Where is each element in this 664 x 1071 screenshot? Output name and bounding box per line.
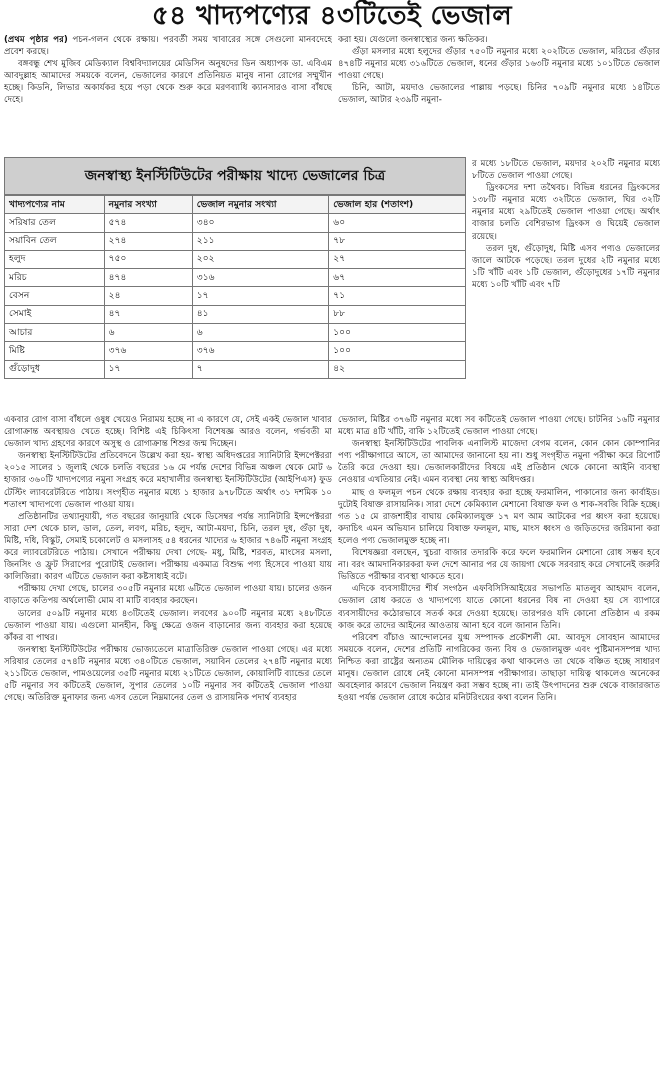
right-middle-column	[472, 158, 660, 410]
table-row	[5, 360, 466, 378]
paragraph: জনস্বাস্থ্য ইনস্টিটিউটের প্রতিবেদনে উল্লেখ করা হয়- স্বাস্থ্য অধিদপ্তরের স্যানিটারি ইন্সপেক্টররা ২০১৫ সালের ১ জুলাই থেকে চলতি বছরের ১৬ মে পর্যন্ত দেশের বিভিন্ন অঞ্চল থেকে মোট ৬ হাজার ৩৬০টি খাদ্যপণ্যের নমুনা সংগ্রহ করে মহাখালীর জনস্বাস্থ্য ইনস্টিটিউটের (আইপিএস) ফুড টেস্টিং ল্যাবরেটরিতে পাঠায়। সংগৃহীত নমুনার মধ্যে ১ হাজার ৯৭৮টিতে অর্থাৎ ৩১ দশমিক ১০ শতাংশ খাদ্যপণ্যে ভেজাল পাওয়া যায়।	[4, 451, 332, 510]
table-cell: ২৪	[104, 287, 192, 305]
table-cell: ২০২	[192, 250, 329, 268]
paragraph: ভেজাল, মিষ্টির ৩৭৬টি নমুনার মধ্যে সব কটিতেই ভেজাল পাওয়া গেছে। চাটনির ১৬টি নমুনার মধ্যে মাত্র ৪টি খাঁটি, বাকি ১২টিতেই ভেজাল পাওয়া গেছে।	[338, 415, 660, 438]
table-cell: ১০০	[329, 324, 466, 342]
paragraph: করা হয়। যেগুলো জনস্বাস্থ্যের জন্য ক্ষতিকর।	[338, 35, 488, 45]
table-cell: ৬	[104, 324, 192, 342]
table-cell: সরিষার তেল	[5, 214, 105, 232]
headline: ৫৪ খাদ্যপণ্যের ৪৩টিতেই ভেজাল	[151, 1, 513, 31]
table-row	[5, 250, 466, 268]
table-cell: ৪৭৪	[104, 269, 192, 287]
paragraph: একবার রোগ বাসা বাঁধলে ওষুধ খেয়েও নিরাময় হচ্ছে না এ কারণে যে, সেই একই ভেজাল খাবার রোগাক্রান্ত অবস্থায়ও খেতে হচ্ছে। বিশিষ্ট এই চিকিৎসা বিশেষজ্ঞ আরও বলেন, গর্ভবতী মা ভেজাল খাদ্য গ্রহণের কারণে অসুস্থ ও রোগাক্রান্ত শিশুর জন্ম দিচ্ছেন।	[4, 415, 332, 450]
table-row	[5, 214, 466, 232]
column-header: ভেজাল নমুনার সংখ্যা	[192, 196, 329, 214]
paragraph: বঙ্গবন্ধু শেখ মুজিব মেডিক্যাল বিশ্ববিদ্যালয়ের মেডিসিন অনুষদের ডিন অধ্যাপক ডা. এবিএম আবদুল্লাহ আমাদের সময়কে বলেন, ভেজালের কারণে প্রতিনিয়ত মানুষ নানা রোগের সম্মুখীন হচ্ছে। কিডনি, লিভার অকার্যকর হয়ে পড়া থেকে শুরু করে মরণব্যাধি ক্যানসারও বাসা বাঁধছে দেহে।	[4, 59, 332, 106]
continued-label: (প্রথম পৃষ্ঠার পর)	[4, 35, 68, 45]
paragraph: জনস্বাস্থ্য ইনস্টিটিউটের পাবলিক এনালিস্ট মাজেদা বেগম বলেন, কোন কোন কোম্পানির পণ্য পরীক্ষাগারে আসে, তা আমাদের জানানো হয় না। শুধু সংগৃহীত নমুনা পরীক্ষা করে রিপোর্ট তৈরি করে দেওয়া হয়। ভেজালকারীদের বিষয়ে এই প্রতিষ্ঠান থেকে কোনো আইনি ব্যবস্থা নেওয়ার এখতিয়ার নেই। এমন ব্যবস্থা নেয় স্বাস্থ্য অধিদপ্তর।	[338, 439, 660, 486]
table-cell: হলুদ	[5, 250, 105, 268]
paragraph: এদিকে ব্যবসায়ীদের শীর্ষ সংগঠন এফবিসিসিআইয়ের সভাপতি মাতলুব আহমাদ বলেন, ভেজাল রোধ করতে ও খাদ্যপণ্যে যাতে কোনো ধরনের বিষ না দেওয়া হয় সে ব্যাপারে ব্যবসায়ীদের কঠোরভাবে সতর্ক করে দেওয়া হয়েছে। তারপরও যদি কোনো প্রতিষ্ঠান এ রকম কাজ করে তাদের আইনের আওতায় আনা হবে বলে জানান তিনি।	[338, 584, 660, 631]
paragraph: প্রতিষ্ঠানটির তথ্যানুযায়ী, গত বছরের জানুয়ারি থেকে ডিসেম্বর পর্যন্ত স্যানিটারি ইন্সপেক্টররা সারা দেশ থেকে চাল, ডাল, তেল, লবণ, মরিচ, হলুদ, আটা-ময়দা, চিনি, তরল দুধ, গুঁড়া দুধ, মিষ্টি, দধি, বিস্কুট, সেমাই চকোলেট ও মসলাসহ ৫৪ ধরনের খাদ্যের ৬ হাজার ৭৪৬টি নমুনা সংগ্রহ করে ল্যাবরেটরিতে পাঠায়। সেখানে পরীক্ষায় দেখা গেছে- মধু, মিষ্টি, শরবত, মাংসের মসলা, জিনসিং ও ফ্রুট সিরাপের পুরোটাই ভেজাল। পরীক্ষায় একমাত্র বিশুদ্ধ পণ্য হিসেবে পাওয়া যায় কালিজিরা। কারণ এটিতে ভেজাল করা কষ্টসাধ্যই বটে।	[4, 511, 332, 583]
table-cell: ৩৭৬	[192, 342, 329, 360]
column-header: নমুনার সংখ্যা	[104, 196, 192, 214]
table-cell: ২৭৪	[104, 232, 192, 250]
table-cell: ৩১৬	[192, 269, 329, 287]
table-cell: ৪৭	[104, 305, 192, 323]
table-cell: ৬	[192, 324, 329, 342]
table-cell: ১৭	[192, 287, 329, 305]
table-row	[5, 232, 466, 250]
column-header: খাদ্যপণ্যের নাম	[5, 196, 105, 214]
table-cell: ১০০	[329, 342, 466, 360]
table-row	[5, 269, 466, 287]
left-top-column	[4, 34, 332, 156]
paragraph: (প্রথম পৃষ্ঠার পর) পচন-গলন থেকে রক্ষায়। পরবর্তী সময় খাবারের সঙ্গে সেগুলো মানবদেহে প্রবেশ করছে।	[4, 35, 332, 58]
table-cell: সেমাই	[5, 305, 105, 323]
left-bottom-column	[4, 414, 332, 1069]
table-cell: মরিচ	[5, 269, 105, 287]
table-cell: সয়াবিন তেল	[5, 232, 105, 250]
table-cell: ৬৭	[329, 269, 466, 287]
adulteration-table	[4, 157, 466, 411]
table-cell: গুঁড়োদুধ	[5, 360, 105, 378]
paragraph: ডালের ৫০৯টি নমুনার মধ্যে ৪৩টিতেই ভেজাল। লবণের ৯০০টি নমুনার মধ্যে ২৪৮টিতে ভেজাল পাওয়া যায়। এগুলো মানহীন, কিছু ক্ষেত্রে ওজন বাড়ানোর জন্য ব্যবহার করা হয়েছে কাঁকর বা পাথর।	[4, 608, 332, 643]
right-top-column	[338, 34, 660, 160]
paragraph: পরীক্ষায় দেখা গেছে, চালের ৩০৫টি নমুনার মধ্যে ৬টিতে ভেজাল পাওয়া যায়। চালের ওজন বাড়াতে কতিপয় অর্থলোভী মোম বা মাটি ব্যবহার করছেন।	[4, 584, 332, 607]
paragraph: মাছ ও ফলমূল পচন থেকে রক্ষায় ব্যবহার করা হচ্ছে ফরমালিন, পাকানোর জন্য কার্বাইড। দুটোই বিষাক্ত রাসায়নিক। সারা দেশে কেমিক্যাল মেশানো বিষাক্ত ফল ও শাক-সবজি বিক্রি হচ্ছে। গত ১৫ মে রাজশাহীর বাঘায় কেমিক্যালযুক্ত ১৭ মণ আম আটকের পর ধ্বংস করা হয়েছে। কদাচিৎ এমন অভিযান চালিয়ে বিষাক্ত ফলমূল, মাছ, মাংস ধ্বংস ও জড়িতদের জরিমানা করা হলেও পণ্য ভেজালমুক্ত হচ্ছে না।	[338, 487, 660, 546]
table-cell: মিষ্টি	[5, 342, 105, 360]
paragraph: পরিবেশ বাঁচাও আন্দোলনের যুগ্ম সম্পাদক প্রকৌশলী মো. আবদুস সোবহান আমাদের সময়কে বলেন, দেশের প্রতিটি নাগরিকের জন্য বিষ ও ভেজালমুক্ত এবং পুষ্টিমানসম্পন্ন খাদ্য নিশ্চিত করা রাষ্ট্রের অন্যতম মৌলিক দায়িত্বের কথা থাকলেও তা থেকে বঞ্চিত হচ্ছে সাধারণ মানুষ। ভেজাল রোধে নেই কোনো মানসম্পন্ন পরীক্ষাগার। তাছাড়া দায়িত্ব থাকলেও অনেকের অবহেলার কারণে ভেজাল নিয়ন্ত্রণ করা সম্ভব হচ্ছে না। তাই উৎপাদনের শুরু থেকে বাজারজাত হওয়া পর্যন্ত ভেজাল রোধে কঠোর মনিটরিংয়ের কথা বলেন তিনি।	[338, 632, 660, 704]
paragraph: জনস্বাস্থ্য ইনস্টিটিউটের পরীক্ষায় ভোজ্যতেলে মাত্রাতিরিক্ত ভেজাল পাওয়া গেছে। এর মধ্যে সরিষার তেলের ৫৭৪টি নমুনার মধ্যে ৩৪০টিতে ভেজাল, সয়াবিন তেলের ২৭৪টি নমুনার মধ্যে ২১১টিতে ভেজাল, পামওয়েলের ৩৫টি নমুনার মধ্যে ২১টিতে ভেজাল, কোয়ালিটি ব্যান্ডের তেলে ৫টি নমুনার সব কটিতেই ভেজাল, সুপার তেলের ১০টি নমুনার সব কটিতেই ভেজাল পাওয়া গেছে। অতিরিক্ত মুনাফার জন্য এসব তেলে নিম্নমানের তেল ও রাসায়নিক পদার্থ ব্যবহার	[4, 644, 332, 704]
table-cell: ৬০	[329, 214, 466, 232]
table-cell: ১৭	[104, 360, 192, 378]
table-cell: ৪২	[329, 360, 466, 378]
table-row	[5, 324, 466, 342]
table-cell: ৭৮	[329, 232, 466, 250]
paragraph: বিশেষজ্ঞরা বলছেন, খুচরা বাজার তদারকি করে ফলে ফরমালিন মেশানো রোধ সম্ভব হবে না। বরং আমদানিকারকরা ফল দেশে আনার পর যে জায়গা থেকে সরবরাহ করে সেখানেই জরুরি ভিত্তিতে পরীক্ষার ব্যবস্থা থাকতে হবে।	[338, 548, 660, 583]
table-cell: ৭১	[329, 287, 466, 305]
table-cell: ৪১	[192, 305, 329, 323]
table-row	[5, 305, 466, 323]
table-cell: ২১১	[192, 232, 329, 250]
paragraph: চিনি, আটা, ময়দাও ভেজালের পাল্লায় পড়ছে। চিনির ৭০৯টি নমুনার মধ্যে ১৪টিতে ভেজাল, আটার ২৩৯টি নমুনা-	[338, 83, 660, 106]
table-header-row	[5, 196, 466, 214]
table-cell: ৩৭৬	[104, 342, 192, 360]
table-cell: বেসন	[5, 287, 105, 305]
paragraph: তরল দুধ, গুঁড়োদুধ, মিষ্টি এসব পণ্যও ভেজালের জালে আটকে পড়েছে। তরল দুধের ২টি নমুনার মধ্যে ১টি খাঁটি এবং ১টি ভেজাল, গুঁড়োদুধের ১৭টি নমুনার মধ্যে ১০টি খাঁটি এবং ৭টি	[472, 243, 660, 290]
data-table	[4, 195, 466, 379]
table-cell: ৩৪০	[192, 214, 329, 232]
table-row	[5, 342, 466, 360]
column-header: ভেজাল হার (শতাংশ)	[329, 196, 466, 214]
table-cell: ৫৭৪	[104, 214, 192, 232]
right-bottom-column	[338, 414, 660, 1069]
paragraph: গুঁড়া মসলার মধ্যে হলুদের গুঁড়ার ৭৫০টি নমুনার মধ্যে ২০২টিতে ভেজাল, মরিচের গুঁড়ার ৪৭৪টি নমুনার মধ্যে ৩১৬টিতে ভেজাল, ধনের গুঁড়ার ১৬৩টি নমুনার মধ্যে ১০১টিতে ভেজাল পাওয়া গেছে।	[338, 47, 660, 82]
table-cell: ৮৮	[329, 305, 466, 323]
table-title: জনস্বাস্থ্য ইনস্টিটিউটের পরীক্ষায় খাদ্যে ভেজালের চিত্র	[4, 157, 466, 195]
paragraph: ড্রিংকসের দশা তথৈবচ। বিভিন্ন ধরনের ড্রিংকসের ১৩৮টি নমুনার মধ্যে ৩২টিতে ভেজাল, ঘির ৩২টি নমুনার মধ্যে ২৯টিতেই ভেজাল পাওয়া গেছে। অর্থাৎ বাজার চলতি বেশিরভাগ ড্রিংকস ও ঘিয়েই ভেজাল রয়েছে।	[472, 183, 660, 242]
table-cell: ৭৫০	[104, 250, 192, 268]
table-row	[5, 287, 466, 305]
table-cell: আচার	[5, 324, 105, 342]
table-cell: ৭	[192, 360, 329, 378]
paragraph: র মধ্যে ১৮টিতে ভেজাল, ময়দার ২০২টি নমুনার মধ্যে ৮টিতে ভেজাল পাওয়া গেছে।	[472, 159, 660, 182]
table-cell: ২৭	[329, 250, 466, 268]
